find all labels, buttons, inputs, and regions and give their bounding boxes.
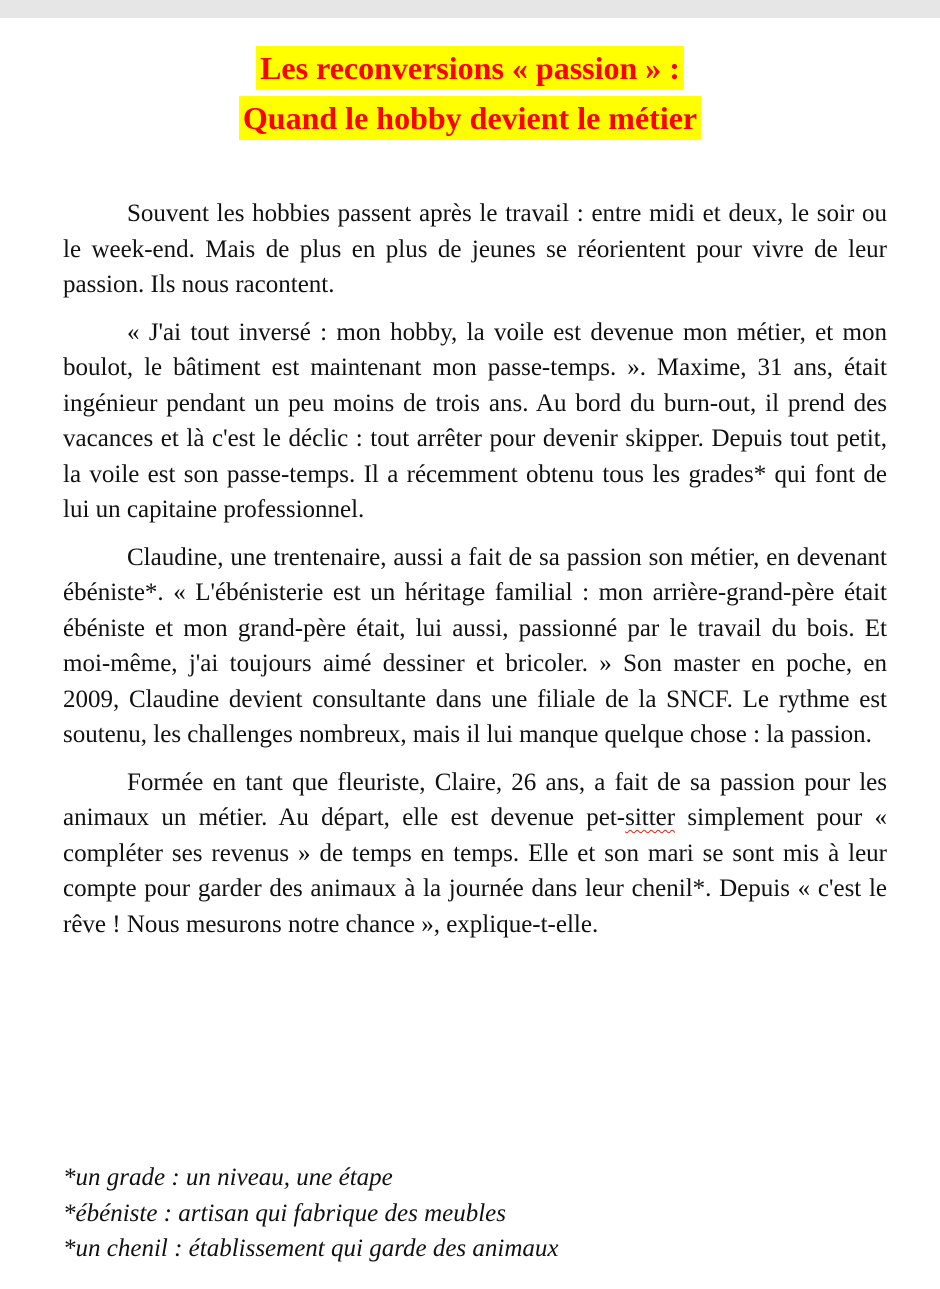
viewer-top-bar [0, 0, 940, 18]
title-line-1: Les reconversions « passion » : [256, 46, 684, 90]
glossary-item-chenil: *un chenil : établissement qui garde des animaux [63, 1235, 559, 1262]
spellcheck-flagged-word[interactable]: sitter [625, 804, 676, 831]
paragraph-claudine: Claudine, une trentenaire, aussi a fait de sa passion son métier, en devenant ébéniste*. « L'ébénisterie est un héritage familial : mon arrière-grand-père était ébéniste et mon grand-père était, lui aussi, passionné par le travail du bois. Et moi-même, j'ai toujours aimé dessiner et bricoler. » Son master en poche, en 2009, Claudine devient consultante dans une filiale de la SNCF. Le rythme est soutenu, les challenges nombreux, mais il lui manque quelque chose : la passion. [63, 543, 887, 748]
glossary-item-ebeniste: *ébéniste : artisan qui fabrique des meubles [63, 1199, 506, 1227]
paragraph-claire [63, 765, 887, 943]
article-body [63, 196, 887, 954]
paragraph-maxime: « J'ai tout inversé : mon hobby, la voile est devenue mon métier, et mon boulot, le bâtiment est maintenant mon passe-temps. ». Maxime, 31 ans, était ingénieur pendant un peu moins de trois ans. Au bord du burn-out, il prend des vacances et là c'est le déclic : tout arrêter pour devenir skipper. Depuis tout petit, la voile est son passe-temps. Il a récemment obtenu tous les grades* qui font de lui un capitaine professionnel. [63, 318, 887, 523]
glossary [63, 1160, 887, 1267]
document-title [0, 46, 940, 146]
glossary-item-grade: *un grade : un niveau, une étape [63, 1164, 393, 1191]
title-line-2: Quand le hobby devient le métier [239, 96, 701, 140]
paragraph-intro: Souvent les hobbies passent après le travail : entre midi et deux, le soir ou le week-end. Mais de plus en plus de jeunes se réorientent pour vivre de leur passion. Ils nous racontent. [63, 200, 887, 298]
document-page [0, 18, 940, 1289]
paragraph-claire-text-end: simplement pour « compléter ses revenus » de temps en temps. Elle et son mari se sont mis à leur compte pour garder des animaux à la journée dans leur chenil*. Depuis « c'est le rêve ! Nous mesurons notre chance », explique-t-elle. [63, 804, 887, 938]
paragraph-claire-text-start: Formée en tant que fleuriste, Claire, 26 ans, a fait de sa passion pour les animaux un métier. Au départ, elle est devenue pet- [63, 768, 887, 831]
